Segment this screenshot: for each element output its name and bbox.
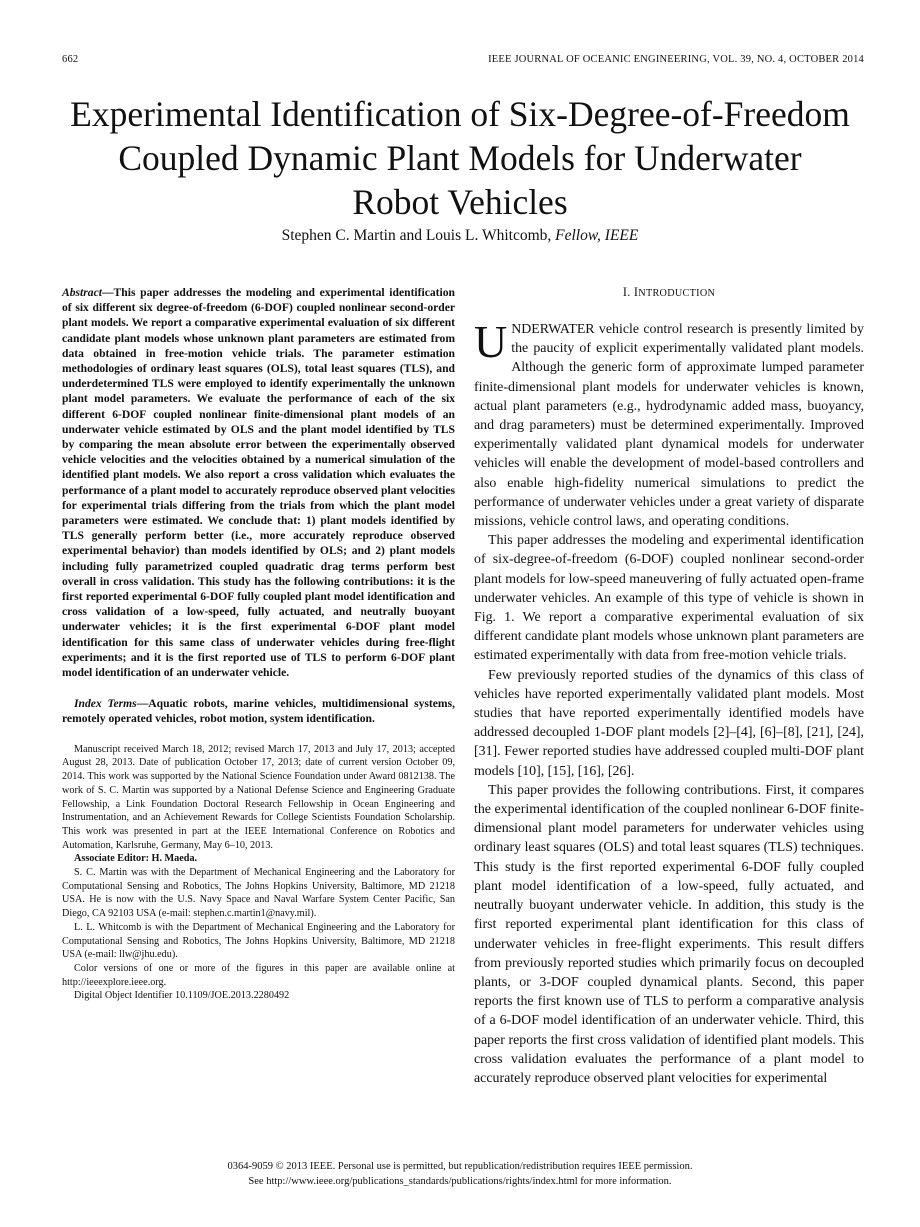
author-fellow: Fellow, IEEE <box>555 227 639 244</box>
footnote: Manuscript received March 18, 2012; revised March 17, 2013 and July 17, 2013; accepted August 28, 2013. Date of publication October 17, 2013; date of current version October 09, 2014. This work was supported by the National Science Foundation under Award 0812138. The work of S. C. Martin was supported by a National Defense Science and Engineering Graduate Fellowship, a Link Foundation Doctoral Research Fellowship in Ocean Engineering and Instrumentation, and an Achievement Rewards for College Scientists Foundation Scholarship. This work was presented in part at the IEEE International Conference on Robotics and Automation, Karlsruhe, Germany, May 6–10, 2013. <box>62 743 455 851</box>
index-terms-text: —Aquatic robots, marine vehicles, multidimensional systems, remotely operated vehicles, robot motion, system identification. <box>62 697 455 726</box>
abstract-label: Abstract <box>62 286 102 299</box>
copyright-footer <box>40 1159 880 1189</box>
section-heading-rest: NTRODUCTION <box>638 288 716 299</box>
drop-cap: U <box>474 316 508 367</box>
title-line: Coupled Dynamic Plant Models for Underwater <box>118 138 802 178</box>
author-names: Stephen C. Martin and Louis L. Whitcomb, <box>281 227 552 244</box>
section-heading-first: I <box>633 285 639 299</box>
index-terms-label: Index Terms <box>74 697 137 711</box>
section-heading <box>474 285 864 300</box>
footer-line: 0364-9059 © 2013 IEEE. Personal use is permitted, but republication/redistribution requires IEEE permission. <box>227 1161 693 1172</box>
footnote: L. L. Whitcomb is with the Department of Mechanical Engineering and the Laboratory for Computational Sensing and Robotics, The Johns Hopkins University, Baltimore, MD 21218 USA (e-mail: llw@jhu.edu). <box>62 921 455 961</box>
footnote: Associate Editor: H. Maeda. <box>74 853 198 865</box>
author-line <box>40 227 880 245</box>
section-numeral: I. <box>622 285 631 299</box>
paragraph-text: NDERWATER vehicle control research is presently limited by the paucity of explicit experimentally validated plant models. Although the generic form of approximate lumped parameter finite-dimensional plant models for underwater vehicles is known, actual plant parameters (e.g., hydrodynamic added mass, buoyancy, and drag parameters) must be determined experimentally. Improved experimentally validated plant dynamical models for underwater vehicles will enable the development of model-based controllers and also enable high-fidelity numerical simulations to predict the performance of underwater vehicles under a great variety of disparate missions, vehicle control laws, and operating conditions. <box>474 322 864 530</box>
footnote-doi: Digital Object Identifier 10.1109/JOE.2013.2280492 <box>74 990 290 1002</box>
paragraph: Few previously reported studies of the dynamics of this class of vehicles have reported experimentally validated plant models. Most studies that have reported experimentally identified models have addressed decoupled 1-DOF plant models [2]–[4], [6]–[8], [21], [24], [31]. Fewer reported studies have addressed coupled multi-DOF plant models [10], [15], [16], [26]. <box>474 667 864 779</box>
left-column <box>62 285 455 1003</box>
title-line: Robot Vehicles <box>352 182 568 222</box>
paper-title <box>40 92 880 224</box>
title-line: Experimental Identification of Six-Degree-of-Freedom <box>70 94 850 134</box>
page-number: 662 <box>62 54 79 65</box>
footnote: S. C. Martin was with the Department of Mechanical Engineering and the Laboratory for Computational Sensing and Robotics, The Johns Hopkins University, Baltimore, MD 21218 USA. He is now with the U.S. Navy Space and Naval Warfare System Center Pacific, San Diego, CA 92103 USA (e-mail: stephen.c.martin1@navy.mil). <box>62 867 455 920</box>
paragraph: This paper addresses the modeling and experimental identification of six-degree-of-freedom (6-DOF) coupled nonlinear second-order plant models for low-speed maneuvering of fully actuated open-frame underwater vehicles. An example of this type of vehicle is shown in Fig. 1. We report a comparative experimental evaluation of six different candidate plant models whose unknown plant parameters are estimated experimentally with data from free-motion vehicle trials. <box>474 533 864 664</box>
journal-header: IEEE JOURNAL OF OCEANIC ENGINEERING, VOL. 39, NO. 4, OCTOBER 2014 <box>488 54 864 65</box>
intro-body <box>474 316 864 1088</box>
footnotes <box>62 743 455 1003</box>
index-terms <box>62 696 455 726</box>
paragraph: This paper provides the following contributions. First, it compares the experimental identification of the coupled nonlinear 6-DOF finite-dimensional plant model parameters for underwater vehicles using ordinary least squares (OLS) and total least squares (TLS) techniques. This study is the first reported experimental 6-DOF fully coupled plant model identification of a low-speed, fully actuated, and neutrally buoyant underwater vehicle. In addition, this study is the first reported experimental plant identification for this class of underwater vehicles in free-flight experiments. This result differs from previously reported studies which primarily focus on decoupled plants, or 3-DOF coupled dynamical plants. Second, this paper reports the first known use of TLS to perform a comparative analysis of a 6-DOF model identification of an underwater vehicle. Third, this paper reports the first cross validation of identified plant models. This cross validation evaluates the performance of a plant model to accurately reproduce observed plant velocities for experimental <box>474 782 864 1086</box>
abstract <box>62 285 455 680</box>
footnote: Color versions of one or more of the figures in this paper are available online at http://ieeexplore.ieee.org. <box>62 962 455 988</box>
paragraph <box>474 316 864 531</box>
footer-line: See http://www.ieee.org/publications_standards/publications/rights/index.html for more information. <box>248 1176 672 1187</box>
right-column <box>474 285 864 1088</box>
abstract-text: —This paper addresses the modeling and experimental identification of six different six degree-of-freedom (6-DOF) coupled nonlinear second-order plant models. We report a comparative experimental evaluation of six different candidate plant models whose unknown plant parameters are estimated from data obtained in free-motion vehicle trials. The parameter estimation methodologies of ordinary least squares (OLS), total least squares (TLS), and underdetermined TLS were employed to identify experimentally the unknown plant model parameters. We evaluate the performance of each of the six different 6-DOF coupled nonlinear finite-dimensional plant models of an underwater vehicle estimated by OLS and the plant model identified by TLS by comparing the mean absolute error between the experimentally observed vehicle velocities and the velocities obtained by a numerical simulation of the identified plant models. We also report a cross validation which evaluates the performance of a plant model to accurately reproduce observed plant velocities for experimental trials differing from the trials from which the plant model parameters were estimated. We conclude that: 1) plant models identified by TLS generally perform better (i.e., more accurately reproduce observed experimental behavior) than models identified by OLS; and 2) plant models including fully parametrized coupled quadratic drag terms perform best overall in cross validation. This study has the following contributions: it is the first reported experimental 6-DOF fully coupled plant model identification and cross validation of a low-speed, fully actuated, and neutrally buoyant underwater vehicles; it is the first experimental 6-DOF plant model identification for this same class of underwater vehicles during free-flight experiments; and it is the first reported use of TLS to perform 6-DOF plant model identification of an underwater vehicle. <box>62 286 455 680</box>
